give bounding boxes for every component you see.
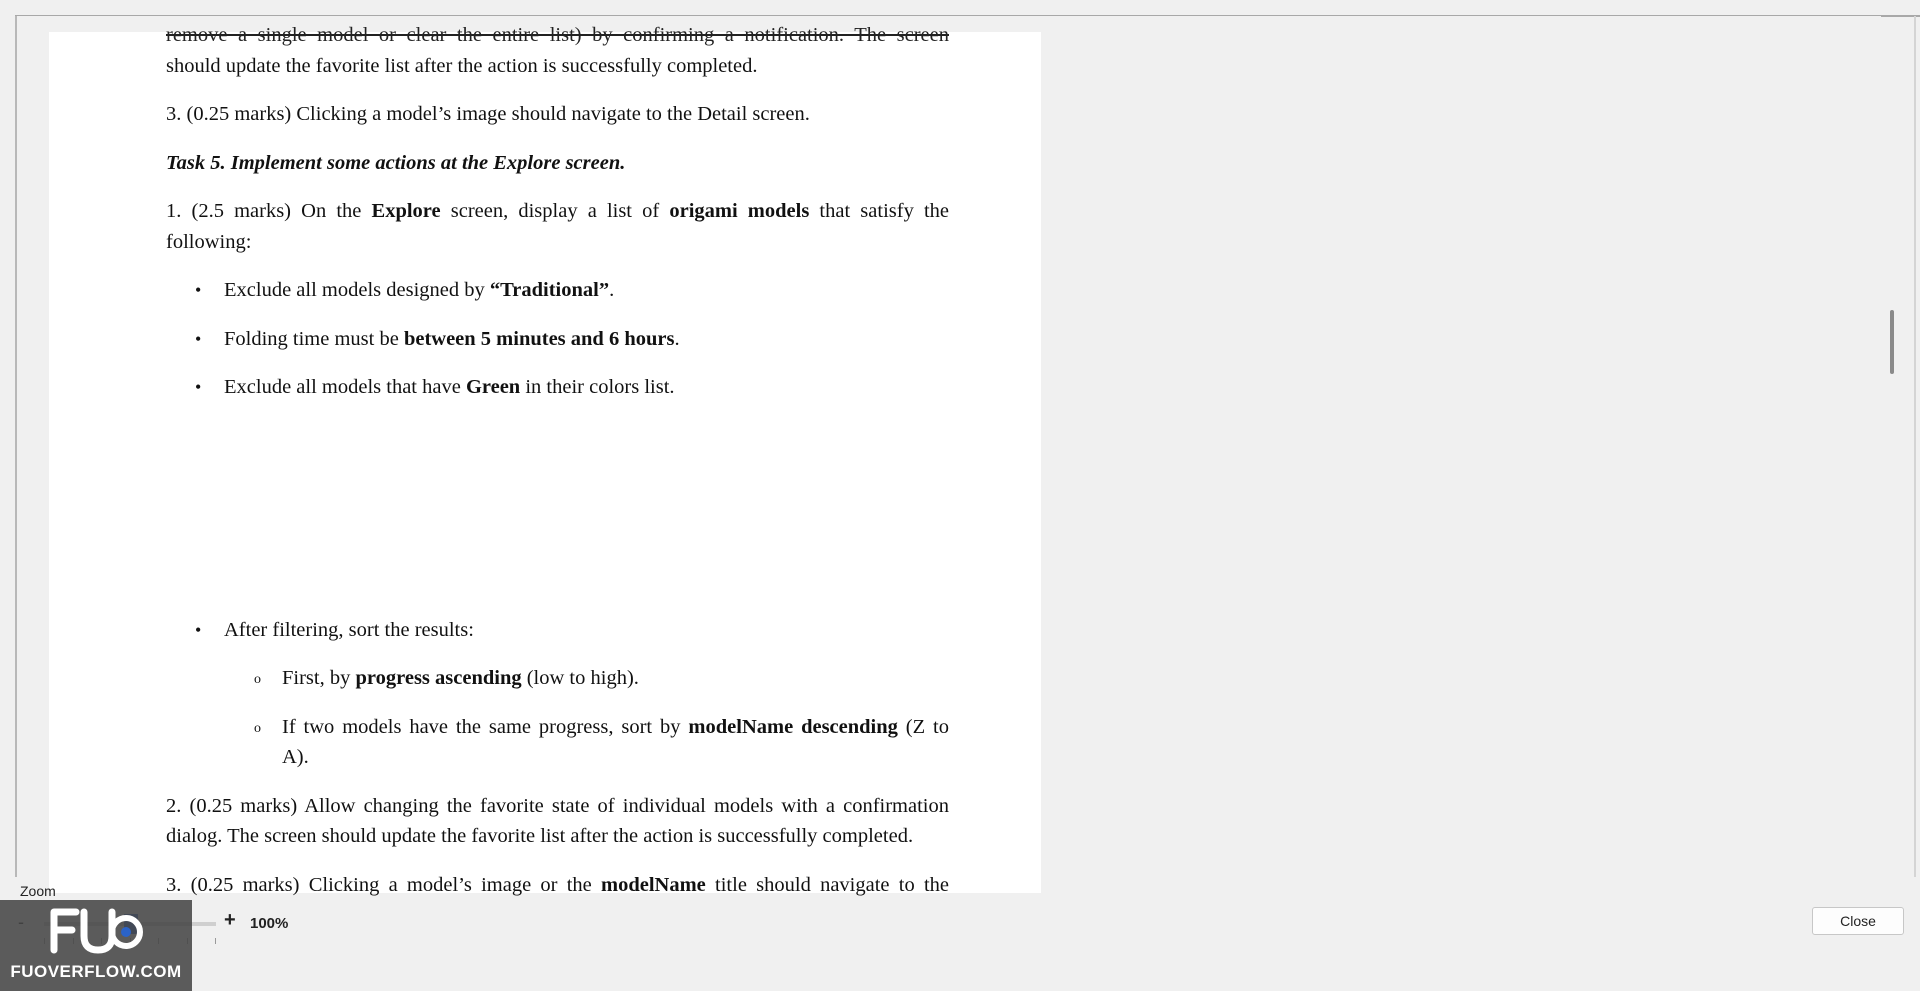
item-3: 3. (0.25 marks) Clicking a model’s image or the modelName title should navigate to the <box>166 873 949 896</box>
item-1-line-2: following: <box>166 230 252 253</box>
bullet-sort-results: • After filtering, sort the results: <box>166 615 949 646</box>
item-1 <box>166 196 949 257</box>
sub-bullet-2-line-1: o If two models have the same progress, sort by modelName descending (Z to <box>282 715 950 738</box>
task-5-heading: Task 5. Implement some actions at the Explore screen. <box>166 151 626 174</box>
zoom-in-button[interactable]: + <box>224 909 236 931</box>
item-1-line-1: 1. (2.5 marks) On the Explore screen, display a list of origami models that satisfy the <box>166 200 949 222</box>
bullet-exclude-traditional: • Exclude all models designed by “Traditional”. <box>166 275 949 306</box>
sub-bullet-modelname-descending <box>166 712 949 773</box>
paragraph-detail-navigation: 3. (0.25 marks) Clicking a model’s image should navigate to the Detail screen. <box>166 103 810 125</box>
cut-top-line: remove a single model or clear the entire list) by confirming a notification. The screen <box>166 24 949 46</box>
bullet-exclude-green: • Exclude all models that have Green in their colors list. <box>166 372 949 403</box>
bullet-folding-time: • Folding time must be between 5 minutes and 6 hours. <box>166 324 949 355</box>
sub-bullet-2-line-2: A). <box>282 746 309 768</box>
watermark-site-text: FUOVERFLOW.COM <box>10 962 182 981</box>
zoom-level-value: 100% <box>250 915 289 932</box>
blank-space <box>166 421 949 615</box>
watermark-logo-graphic <box>46 906 146 956</box>
document-content <box>166 20 949 900</box>
vertical-scrollbar-thumb[interactable] <box>1890 310 1894 374</box>
item-2-line-1: 2. (0.25 marks) Allow changing the favorite state of individual models with a confirmation <box>166 794 949 817</box>
document-page <box>49 24 1041 896</box>
watermark-logo <box>0 900 192 962</box>
viewer-right-edge <box>1914 16 1916 877</box>
close-button[interactable]: Close <box>1812 907 1904 935</box>
paragraph-favorite-update: should update the favorite list after the action is successfully completed. <box>166 54 758 77</box>
zoom-label: Zoom <box>20 883 56 899</box>
sub-bullet-progress-ascending: o First, by progress ascending (low to high). <box>166 663 949 694</box>
item-2 <box>166 791 949 852</box>
item-2-line-2: dialog. The screen should update the favorite list after the action is successfully completed. <box>166 825 914 847</box>
watermark <box>0 900 192 991</box>
